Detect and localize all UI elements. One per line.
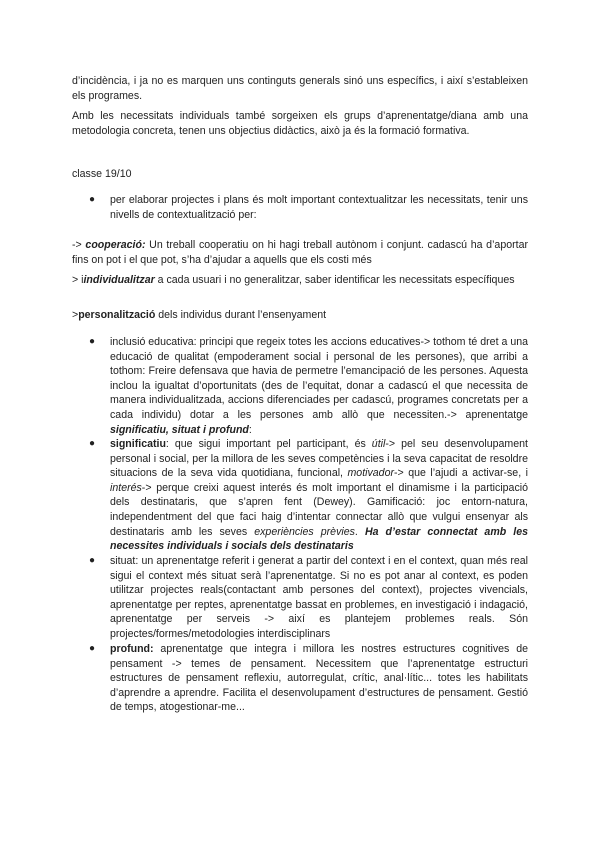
text-run: : (248, 423, 252, 436)
bullet-text (110, 336, 528, 436)
text-run: a cada usuari i no generalitzar, saber identificar les necessitats específiques (154, 274, 515, 286)
bullet-profund (89, 642, 528, 715)
text-run: -> pel seu desenvolupament personal i social, per la millora de les seves competències i la seva capacitat de resoldre situacions de la seva vida quotidiana, funcional, (110, 438, 528, 480)
text-run: > i (72, 274, 84, 286)
paragraph-individualitzar (72, 273, 528, 288)
text-run: Amb les necessitats individuals també sorgeixen els grups d’aprenentatge/diana amb una metodologia concreta, tenen uns objectius didàctics, això ja és la formació formativa. (72, 110, 528, 137)
text-run: classe 19/10 (72, 168, 132, 180)
emphasized-text: personalització (78, 309, 156, 321)
emphasized-text: significatiu (110, 438, 166, 450)
text-run: per elaborar projectes i plans és molt important contextualitzar les necessitats, tenir uns nivells de contextualització per: (110, 194, 528, 221)
text-run: -> perque creixi aquest interés és molt important el dinamisme i la participació dels destinataris, que s’apren fent (Dewey). Gamificació: joc entorn-natura, independentment del que faci haig d’intentar connectar allò que vulgui ensenyar als destinataris amb les seves (110, 481, 528, 538)
text-run: aprenentatge que integra i millora les nostres estructures cognitives de pensament -> temes de pensament. Necessitem que l’aprenentatge estructuri estructures de pensament reflexiu, autorregulat, crític, anal·lític... totes les habilitats d’aprendre a aprendre. Facilita el desenvolupament d’estructures de pensament. Gestió de temps, atogestionar-me... (110, 643, 528, 714)
bullet-icon: ● (89, 643, 96, 654)
bullet-icon: ● (89, 438, 96, 449)
text-run: d’incidència, i ja no es marquen uns continguts generals sinó uns específics, i així s’estableixen els programes. (72, 75, 528, 102)
text-run: inclusió educativa: principi que regeix totes les accions educatives-> tothom té dret a una educació de qualitat (empoderament social i personal de les persones), que arribi a tothom: Freire defensava que havia de permetre l’emancipació de les persones. Aquesta inclou la igualtat d’oportunitats (des de l’equitat, donar a cadascú el que necessita de manera individualitzada, accions diferenciades per cadascú, programes concretats per a cada individu) dotar a les persones amb allò que necessiten.-> aprenentatge (110, 336, 528, 421)
emphasized-text: experiències prèvies (254, 525, 355, 538)
text-run: -> que l’ajudi a activar-se, i (394, 467, 528, 480)
text-run: situat: un aprenentatge referit i generat a partir del context i en el context, quan més real sigui el context més situat serà l’aprenentatge. Si no es pot anar al context, es poden utilitzar projectes reals(contactant amb persones del context), projectes vivencials, aprenentatge per reptes, aprenentatge bassat en problemes, en investigació i indagació, aprenentatge per serveis -> així es plantejem problemes reals. Són projectes/formes/metodologies interdisciplinars (110, 555, 528, 640)
bullet-contextualitzacio (89, 193, 528, 222)
bullet-inclusio-educativa (89, 335, 528, 437)
bullet-text (110, 643, 528, 713)
emphasized-text: interés (110, 481, 142, 494)
text-run: : que sigui important pel participant, és (165, 438, 372, 450)
bullet-text (110, 555, 528, 640)
emphasized-text: útil (371, 438, 386, 450)
emphasized-text: motivador (347, 467, 394, 480)
class-date-heading (72, 167, 528, 182)
text-run: . (354, 525, 365, 538)
emphasized-text: individualitzar (83, 274, 155, 286)
paragraph-necessitats-individuals (72, 109, 528, 138)
bullet-significatiu (89, 437, 528, 554)
emphasized-text: significatiu, situat i profund (110, 423, 249, 436)
text-run: -> (72, 239, 86, 251)
bullet-icon: ● (89, 555, 96, 566)
bullet-icon: ● (89, 336, 96, 347)
paragraph-cooperacio (72, 238, 528, 267)
bullet-text (110, 194, 528, 221)
text-run: > (72, 309, 79, 321)
bullet-situat (89, 554, 528, 642)
emphasized-text: profund: (110, 643, 154, 655)
emphasized-text: cooperació: (85, 239, 146, 251)
bullet-icon: ● (89, 194, 96, 205)
text-run: dels individus durant l’ensenyament (155, 309, 327, 321)
text-run: Un treball cooperatiu on hi hagi treball autònom i conjunt. cadascú ha d’aportar fins on pot i el que pot, s’ha d’ajudar a aquells que els costi més (72, 239, 528, 266)
paragraph-programes (72, 74, 528, 103)
bullet-text (110, 438, 528, 552)
paragraph-personalitzacio (72, 308, 528, 323)
emphasized-text: Ha d’estar connectat amb les necessites individuals i socials dels destinataris (110, 525, 528, 553)
